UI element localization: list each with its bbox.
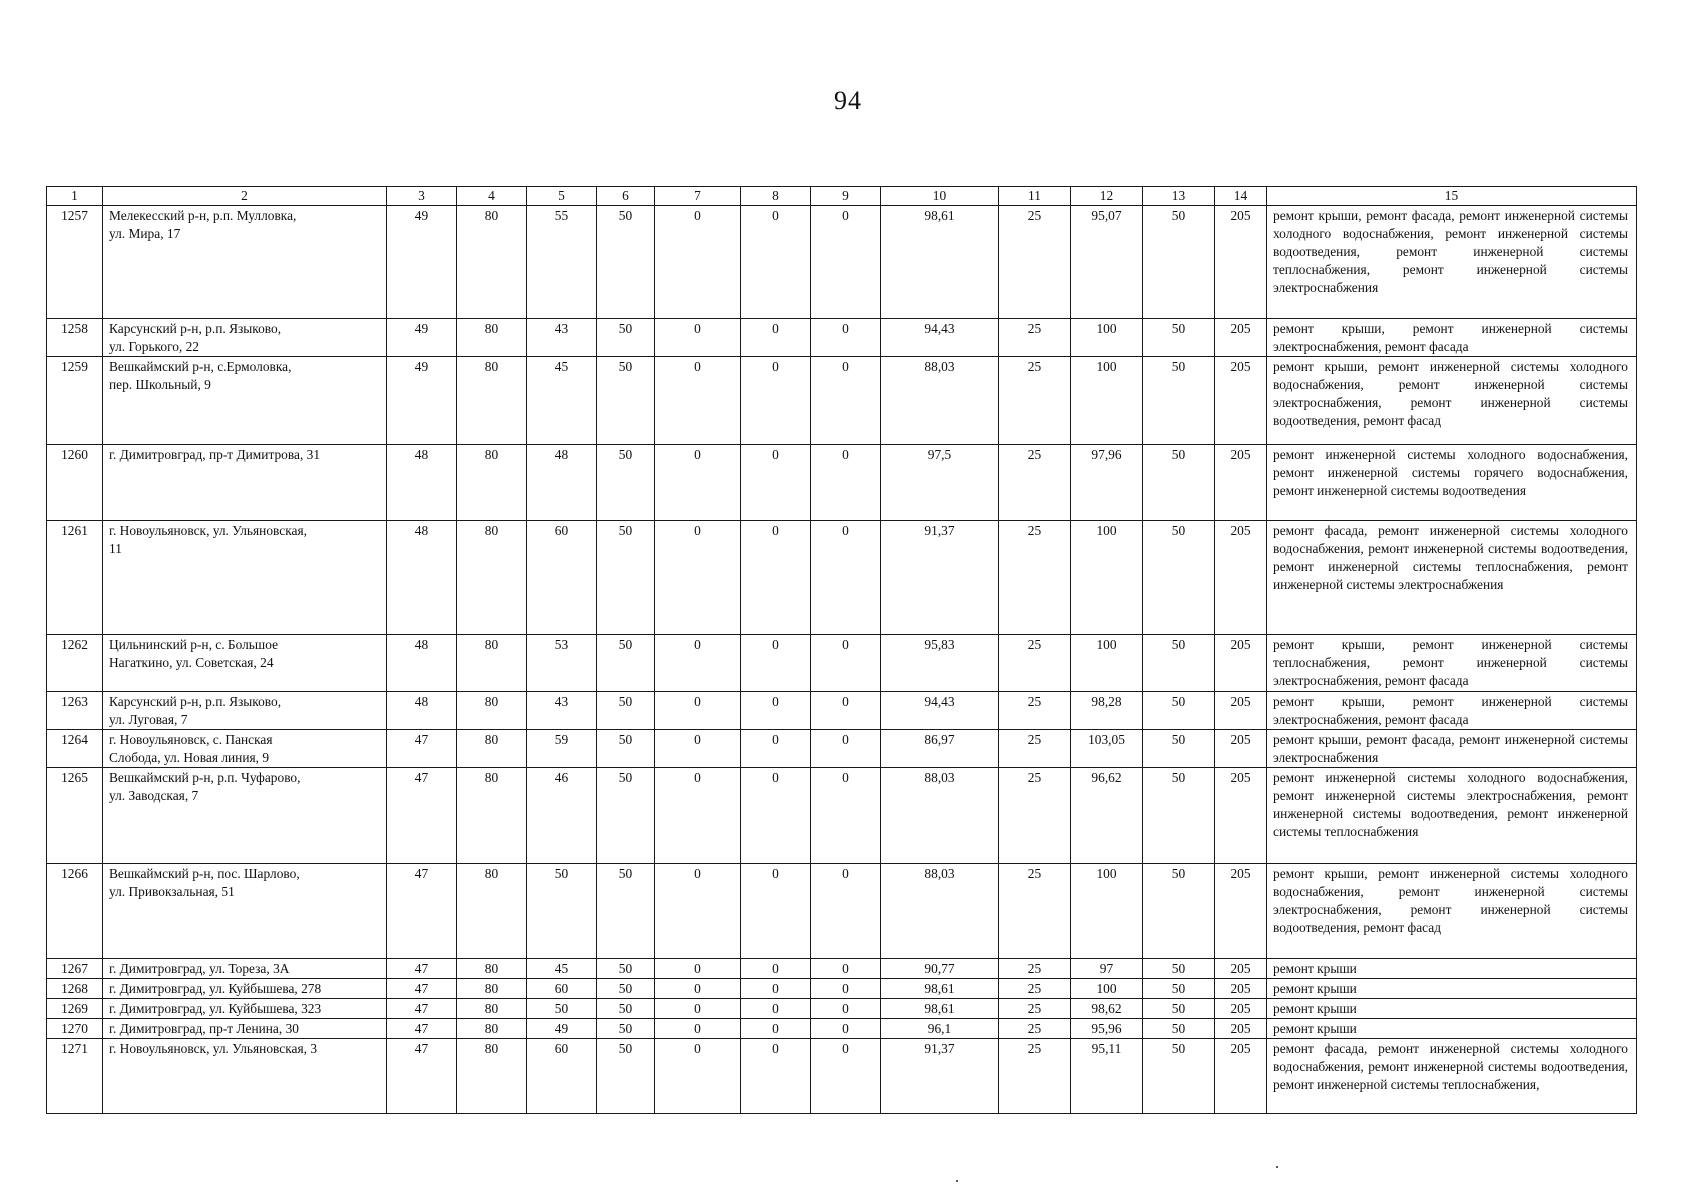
table-row (47, 959, 1637, 979)
work-description-cell: ремонт инженерной системы холодного водоснабжения, ремонт инженерной системы электроснабжения, ремонт инженерной системы водоотведения, ремонт инженерной системы теплоснабжения (1267, 768, 1637, 864)
value-cell-c12: 96,62 (1071, 768, 1143, 864)
value-cell-c3: 47 (387, 1018, 457, 1038)
value-cell-c4: 80 (457, 692, 527, 730)
value-cell-c3: 48 (387, 445, 457, 521)
value-cell-c5: 46 (527, 768, 597, 864)
value-cell-c8: 0 (741, 692, 811, 730)
value-cell-c14: 205 (1215, 959, 1267, 979)
value-cell-c10: 98,61 (881, 979, 999, 999)
value-cell-c12: 100 (1071, 864, 1143, 959)
address-line: Вешкаймский р-н, с.Ермоловка, (109, 359, 292, 374)
work-description-cell: ремонт крыши, ремонт инженерной системы электроснабжения, ремонт фасада (1267, 319, 1637, 357)
row-number-cell: 1267 (47, 959, 103, 979)
table-row (47, 1038, 1637, 1113)
address-line: г. Новоульяновск, ул. Ульяновская, 3 (109, 1040, 318, 1056)
value-cell-c5: 53 (527, 635, 597, 692)
value-cell-c14: 205 (1215, 1038, 1267, 1113)
value-cell-c13: 50 (1143, 998, 1215, 1018)
work-description-cell: ремонт крыши (1267, 998, 1637, 1018)
value-cell-c11: 25 (999, 864, 1071, 959)
value-cell-c10: 88,03 (881, 768, 999, 864)
address-cell (103, 959, 387, 979)
address-line: г. Новоульяновск, с. Панская (109, 732, 273, 747)
header-cell: 10 (881, 187, 999, 206)
value-cell-c3: 47 (387, 730, 457, 768)
address-line: Нагаткино, ул. Советская, 24 (109, 654, 274, 670)
value-cell-c6: 50 (597, 319, 655, 357)
value-cell-c14: 205 (1215, 768, 1267, 864)
value-cell-c9: 0 (811, 979, 881, 999)
value-cell-c6: 50 (597, 998, 655, 1018)
value-cell-c8: 0 (741, 1018, 811, 1038)
value-cell-c4: 80 (457, 319, 527, 357)
value-cell-c12: 95,96 (1071, 1018, 1143, 1038)
value-cell-c4: 80 (457, 521, 527, 635)
value-cell-c11: 25 (999, 692, 1071, 730)
table-row (47, 730, 1637, 768)
table-row (47, 864, 1637, 959)
value-cell-c5: 59 (527, 730, 597, 768)
value-cell-c13: 50 (1143, 979, 1215, 999)
row-number-cell: 1262 (47, 635, 103, 692)
value-cell-c12: 95,07 (1071, 206, 1143, 319)
value-cell-c5: 48 (527, 445, 597, 521)
value-cell-c14: 205 (1215, 979, 1267, 999)
address-line: Вешкаймский р-н, пос. Шарлово, (109, 866, 300, 881)
row-number-cell: 1268 (47, 979, 103, 999)
row-number-cell: 1257 (47, 206, 103, 319)
table-row (47, 768, 1637, 864)
header-cell: 13 (1143, 187, 1215, 206)
value-cell-c6: 50 (597, 445, 655, 521)
value-cell-c3: 49 (387, 319, 457, 357)
value-cell-c10: 91,37 (881, 1038, 999, 1113)
value-cell-c3: 48 (387, 635, 457, 692)
work-description-cell: ремонт крыши, ремонт инженерной системы теплоснабжения, ремонт инженерной системы электроснабжения, ремонт фасада (1267, 635, 1637, 692)
row-number-cell: 1259 (47, 357, 103, 445)
table-row (47, 635, 1637, 692)
address-cell (103, 319, 387, 357)
value-cell-c9: 0 (811, 206, 881, 319)
value-cell-c11: 25 (999, 521, 1071, 635)
value-cell-c11: 25 (999, 445, 1071, 521)
address-line: Слобода, ул. Новая линия, 9 (109, 749, 270, 765)
work-description-cell: ремонт фасада, ремонт инженерной системы холодного водоснабжения, ремонт инженерной системы водоотведения, ремонт инженерной системы теплоснабжения, (1267, 1038, 1637, 1113)
value-cell-c14: 205 (1215, 998, 1267, 1018)
value-cell-c11: 25 (999, 635, 1071, 692)
table-row (47, 319, 1637, 357)
table-row (47, 445, 1637, 521)
value-cell-c6: 50 (597, 635, 655, 692)
value-cell-c3: 49 (387, 206, 457, 319)
work-description-cell: ремонт фасада, ремонт инженерной системы холодного водоснабжения, ремонт инженерной системы водоотведения, ремонт инженерной системы теплоснабжения, ремонт инженерной системы электроснабжения (1267, 521, 1637, 635)
value-cell-c13: 50 (1143, 635, 1215, 692)
address-cell (103, 1018, 387, 1038)
repair-table-container (46, 186, 1636, 1114)
address-line: г. Димитровград, ул. Куйбышева, 278 (109, 981, 322, 996)
value-cell-c7: 0 (655, 635, 741, 692)
value-cell-c13: 50 (1143, 206, 1215, 319)
value-cell-c6: 50 (597, 692, 655, 730)
value-cell-c5: 45 (527, 959, 597, 979)
header-cell: 4 (457, 187, 527, 206)
value-cell-c10: 98,61 (881, 998, 999, 1018)
value-cell-c9: 0 (811, 959, 881, 979)
work-description-cell: ремонт крыши (1267, 1018, 1637, 1038)
row-number-cell: 1266 (47, 864, 103, 959)
work-description-cell: ремонт крыши, ремонт фасада, ремонт инженерной системы электроснабжения (1267, 730, 1637, 768)
value-cell-c4: 80 (457, 959, 527, 979)
value-cell-c13: 50 (1143, 1018, 1215, 1038)
work-description-cell: ремонт крыши (1267, 959, 1637, 979)
value-cell-c3: 49 (387, 357, 457, 445)
address-line: г. Димитровград, ул. Куйбышева, 323 (109, 1000, 322, 1016)
value-cell-c7: 0 (655, 979, 741, 999)
value-cell-c11: 25 (999, 768, 1071, 864)
row-number-cell: 1260 (47, 445, 103, 521)
value-cell-c4: 80 (457, 1018, 527, 1038)
table-row (47, 998, 1637, 1018)
value-cell-c12: 98,28 (1071, 692, 1143, 730)
value-cell-c7: 0 (655, 692, 741, 730)
work-description-cell: ремонт крыши, ремонт инженерной системы холодного водоснабжения, ремонт инженерной системы электроснабжения, ремонт инженерной системы водоотведения, ремонт фасад (1267, 357, 1637, 445)
value-cell-c11: 25 (999, 319, 1071, 357)
value-cell-c3: 48 (387, 692, 457, 730)
value-cell-c10: 97,5 (881, 445, 999, 521)
row-number-cell: 1271 (47, 1038, 103, 1113)
header-cell: 7 (655, 187, 741, 206)
value-cell-c11: 25 (999, 1038, 1071, 1113)
value-cell-c5: 55 (527, 206, 597, 319)
value-cell-c7: 0 (655, 1038, 741, 1113)
address-cell (103, 206, 387, 319)
address-line: Вешкаймский р-н, р.п. Чуфарово, (109, 770, 301, 785)
value-cell-c10: 86,97 (881, 730, 999, 768)
value-cell-c10: 91,37 (881, 521, 999, 635)
address-line: Карсунский р-н, р.п. Языково, (109, 321, 282, 336)
repair-table (46, 186, 1637, 1114)
value-cell-c7: 0 (655, 768, 741, 864)
value-cell-c6: 50 (597, 1038, 655, 1113)
header-cell: 14 (1215, 187, 1267, 206)
address-line: г. Димитровград, пр-т Димитрова, 31 (109, 447, 321, 462)
row-number-cell: 1261 (47, 521, 103, 635)
value-cell-c4: 80 (457, 998, 527, 1018)
header-cell: 9 (811, 187, 881, 206)
value-cell-c11: 25 (999, 730, 1071, 768)
value-cell-c6: 50 (597, 206, 655, 319)
table-row (47, 357, 1637, 445)
value-cell-c6: 50 (597, 979, 655, 999)
value-cell-c8: 0 (741, 206, 811, 319)
value-cell-c14: 205 (1215, 206, 1267, 319)
value-cell-c7: 0 (655, 1018, 741, 1038)
value-cell-c9: 0 (811, 521, 881, 635)
value-cell-c9: 0 (811, 998, 881, 1018)
header-cell: 6 (597, 187, 655, 206)
value-cell-c11: 25 (999, 357, 1071, 445)
address-cell (103, 768, 387, 864)
value-cell-c5: 43 (527, 692, 597, 730)
value-cell-c4: 80 (457, 635, 527, 692)
address-line: ул. Заводская, 7 (109, 787, 199, 803)
value-cell-c9: 0 (811, 1018, 881, 1038)
value-cell-c7: 0 (655, 998, 741, 1018)
value-cell-c13: 50 (1143, 445, 1215, 521)
value-cell-c13: 50 (1143, 357, 1215, 445)
value-cell-c13: 50 (1143, 521, 1215, 635)
address-line: г. Димитровград, пр-т Ленина, 30 (109, 1020, 299, 1036)
row-number-cell: 1270 (47, 1018, 103, 1038)
value-cell-c3: 47 (387, 768, 457, 864)
value-cell-c5: 49 (527, 1018, 597, 1038)
value-cell-c3: 47 (387, 979, 457, 999)
table-row (47, 206, 1637, 319)
value-cell-c11: 25 (999, 979, 1071, 999)
value-cell-c5: 45 (527, 357, 597, 445)
value-cell-c13: 50 (1143, 864, 1215, 959)
value-cell-c12: 100 (1071, 319, 1143, 357)
value-cell-c14: 205 (1215, 1018, 1267, 1038)
value-cell-c8: 0 (741, 357, 811, 445)
value-cell-c6: 50 (597, 521, 655, 635)
value-cell-c6: 50 (597, 768, 655, 864)
value-cell-c6: 50 (597, 357, 655, 445)
value-cell-c14: 205 (1215, 521, 1267, 635)
value-cell-c5: 60 (527, 521, 597, 635)
value-cell-c14: 205 (1215, 864, 1267, 959)
value-cell-c6: 50 (597, 959, 655, 979)
address-cell (103, 998, 387, 1018)
value-cell-c13: 50 (1143, 768, 1215, 864)
value-cell-c12: 97 (1071, 959, 1143, 979)
value-cell-c5: 50 (527, 864, 597, 959)
value-cell-c9: 0 (811, 1038, 881, 1113)
value-cell-c8: 0 (741, 730, 811, 768)
value-cell-c9: 0 (811, 319, 881, 357)
work-description-cell: ремонт крыши (1267, 979, 1637, 999)
address-line: пер. Школьный, 9 (109, 376, 211, 392)
value-cell-c12: 95,11 (1071, 1038, 1143, 1113)
value-cell-c14: 205 (1215, 445, 1267, 521)
header-cell: 1 (47, 187, 103, 206)
row-number-cell: 1263 (47, 692, 103, 730)
address-line: г. Новоульяновск, ул. Ульяновская, (109, 523, 307, 538)
value-cell-c7: 0 (655, 864, 741, 959)
address-line: 11 (109, 540, 122, 556)
address-cell (103, 445, 387, 521)
value-cell-c14: 205 (1215, 692, 1267, 730)
header-cell: 5 (527, 187, 597, 206)
value-cell-c11: 25 (999, 1018, 1071, 1038)
value-cell-c5: 43 (527, 319, 597, 357)
value-cell-c8: 0 (741, 998, 811, 1018)
value-cell-c13: 50 (1143, 1038, 1215, 1113)
value-cell-c8: 0 (741, 959, 811, 979)
work-description-cell: ремонт крыши, ремонт инженерной системы электроснабжения, ремонт фасада (1267, 692, 1637, 730)
value-cell-c4: 80 (457, 1038, 527, 1113)
value-cell-c9: 0 (811, 357, 881, 445)
value-cell-c11: 25 (999, 959, 1071, 979)
address-cell (103, 1038, 387, 1113)
value-cell-c7: 0 (655, 319, 741, 357)
table-row (47, 521, 1637, 635)
value-cell-c12: 100 (1071, 357, 1143, 445)
header-cell: 3 (387, 187, 457, 206)
value-cell-c9: 0 (811, 864, 881, 959)
value-cell-c10: 95,83 (881, 635, 999, 692)
address-line: Цильнинский р-н, с. Большое (109, 637, 279, 652)
value-cell-c9: 0 (811, 692, 881, 730)
value-cell-c12: 100 (1071, 521, 1143, 635)
value-cell-c8: 0 (741, 768, 811, 864)
value-cell-c12: 100 (1071, 635, 1143, 692)
value-cell-c7: 0 (655, 959, 741, 979)
address-cell (103, 979, 387, 999)
value-cell-c3: 47 (387, 864, 457, 959)
value-cell-c4: 80 (457, 864, 527, 959)
address-line: г. Димитровград, ул. Тореза, 3А (109, 961, 290, 976)
value-cell-c12: 100 (1071, 979, 1143, 999)
value-cell-c10: 90,77 (881, 959, 999, 979)
table-row (47, 979, 1637, 999)
address-line: ул. Привокзальная, 51 (109, 883, 235, 899)
table-body (47, 206, 1637, 1114)
value-cell-c6: 50 (597, 1018, 655, 1038)
value-cell-c14: 205 (1215, 635, 1267, 692)
value-cell-c11: 25 (999, 998, 1071, 1018)
row-number-cell: 1258 (47, 319, 103, 357)
work-description-cell: ремонт инженерной системы холодного водоснабжения, ремонт инженерной системы горячего водоснабжения, ремонт инженерной системы водоотведения (1267, 445, 1637, 521)
header-cell: 12 (1071, 187, 1143, 206)
value-cell-c11: 25 (999, 206, 1071, 319)
address-line: ул. Горького, 22 (109, 338, 200, 354)
value-cell-c13: 50 (1143, 692, 1215, 730)
value-cell-c10: 88,03 (881, 357, 999, 445)
header-row (47, 187, 1637, 206)
header-cell: 11 (999, 187, 1071, 206)
value-cell-c10: 94,43 (881, 692, 999, 730)
scan-dot (956, 1180, 958, 1182)
value-cell-c10: 98,61 (881, 206, 999, 319)
value-cell-c14: 205 (1215, 730, 1267, 768)
row-number-cell: 1269 (47, 998, 103, 1018)
address-cell (103, 864, 387, 959)
value-cell-c13: 50 (1143, 730, 1215, 768)
value-cell-c8: 0 (741, 864, 811, 959)
value-cell-c7: 0 (655, 206, 741, 319)
value-cell-c5: 60 (527, 1038, 597, 1113)
value-cell-c8: 0 (741, 979, 811, 999)
value-cell-c12: 98,62 (1071, 998, 1143, 1018)
value-cell-c4: 80 (457, 768, 527, 864)
value-cell-c8: 0 (741, 1038, 811, 1113)
value-cell-c5: 60 (527, 979, 597, 999)
value-cell-c6: 50 (597, 730, 655, 768)
value-cell-c3: 47 (387, 1038, 457, 1113)
value-cell-c7: 0 (655, 357, 741, 445)
address-cell (103, 730, 387, 768)
table-row (47, 1018, 1637, 1038)
value-cell-c8: 0 (741, 635, 811, 692)
value-cell-c13: 50 (1143, 959, 1215, 979)
scan-dot (1276, 1166, 1278, 1168)
value-cell-c4: 80 (457, 979, 527, 999)
header-cell: 2 (103, 187, 387, 206)
row-number-cell: 1264 (47, 730, 103, 768)
address-cell (103, 521, 387, 635)
value-cell-c9: 0 (811, 730, 881, 768)
value-cell-c3: 47 (387, 959, 457, 979)
value-cell-c4: 80 (457, 730, 527, 768)
value-cell-c14: 205 (1215, 357, 1267, 445)
value-cell-c10: 88,03 (881, 864, 999, 959)
address-cell (103, 692, 387, 730)
value-cell-c3: 47 (387, 998, 457, 1018)
work-description-cell: ремонт крыши, ремонт инженерной системы холодного водоснабжения, ремонт инженерной системы электроснабжения, ремонт инженерной системы водоотведения, ремонт фасад (1267, 864, 1637, 959)
value-cell-c9: 0 (811, 445, 881, 521)
value-cell-c10: 94,43 (881, 319, 999, 357)
value-cell-c10: 96,1 (881, 1018, 999, 1038)
header-cell: 15 (1267, 187, 1637, 206)
value-cell-c4: 80 (457, 445, 527, 521)
address-cell (103, 357, 387, 445)
value-cell-c7: 0 (655, 730, 741, 768)
address-line: Карсунский р-н, р.п. Языково, (109, 694, 282, 709)
value-cell-c13: 50 (1143, 319, 1215, 357)
value-cell-c4: 80 (457, 206, 527, 319)
value-cell-c7: 0 (655, 521, 741, 635)
row-number-cell: 1265 (47, 768, 103, 864)
value-cell-c6: 50 (597, 864, 655, 959)
header-cell: 8 (741, 187, 811, 206)
value-cell-c9: 0 (811, 768, 881, 864)
address-line: ул. Мира, 17 (109, 225, 181, 241)
value-cell-c7: 0 (655, 445, 741, 521)
value-cell-c14: 205 (1215, 319, 1267, 357)
value-cell-c9: 0 (811, 635, 881, 692)
table-row (47, 692, 1637, 730)
work-description-cell: ремонт крыши, ремонт фасада, ремонт инженерной системы холодного водоснабжения, ремонт инженерной системы водоотведения, ремонт инженерной системы теплоснабжения, ремонт инженерной системы электроснабжения (1267, 206, 1637, 319)
value-cell-c3: 48 (387, 521, 457, 635)
value-cell-c8: 0 (741, 319, 811, 357)
address-cell (103, 635, 387, 692)
address-line: Мелекесский р-н, р.п. Мулловка, (109, 208, 297, 223)
address-line: ул. Луговая, 7 (109, 711, 188, 727)
page-number: 94 (834, 86, 862, 115)
value-cell-c8: 0 (741, 445, 811, 521)
value-cell-c12: 103,05 (1071, 730, 1143, 768)
value-cell-c4: 80 (457, 357, 527, 445)
value-cell-c8: 0 (741, 521, 811, 635)
value-cell-c5: 50 (527, 998, 597, 1018)
value-cell-c12: 97,96 (1071, 445, 1143, 521)
